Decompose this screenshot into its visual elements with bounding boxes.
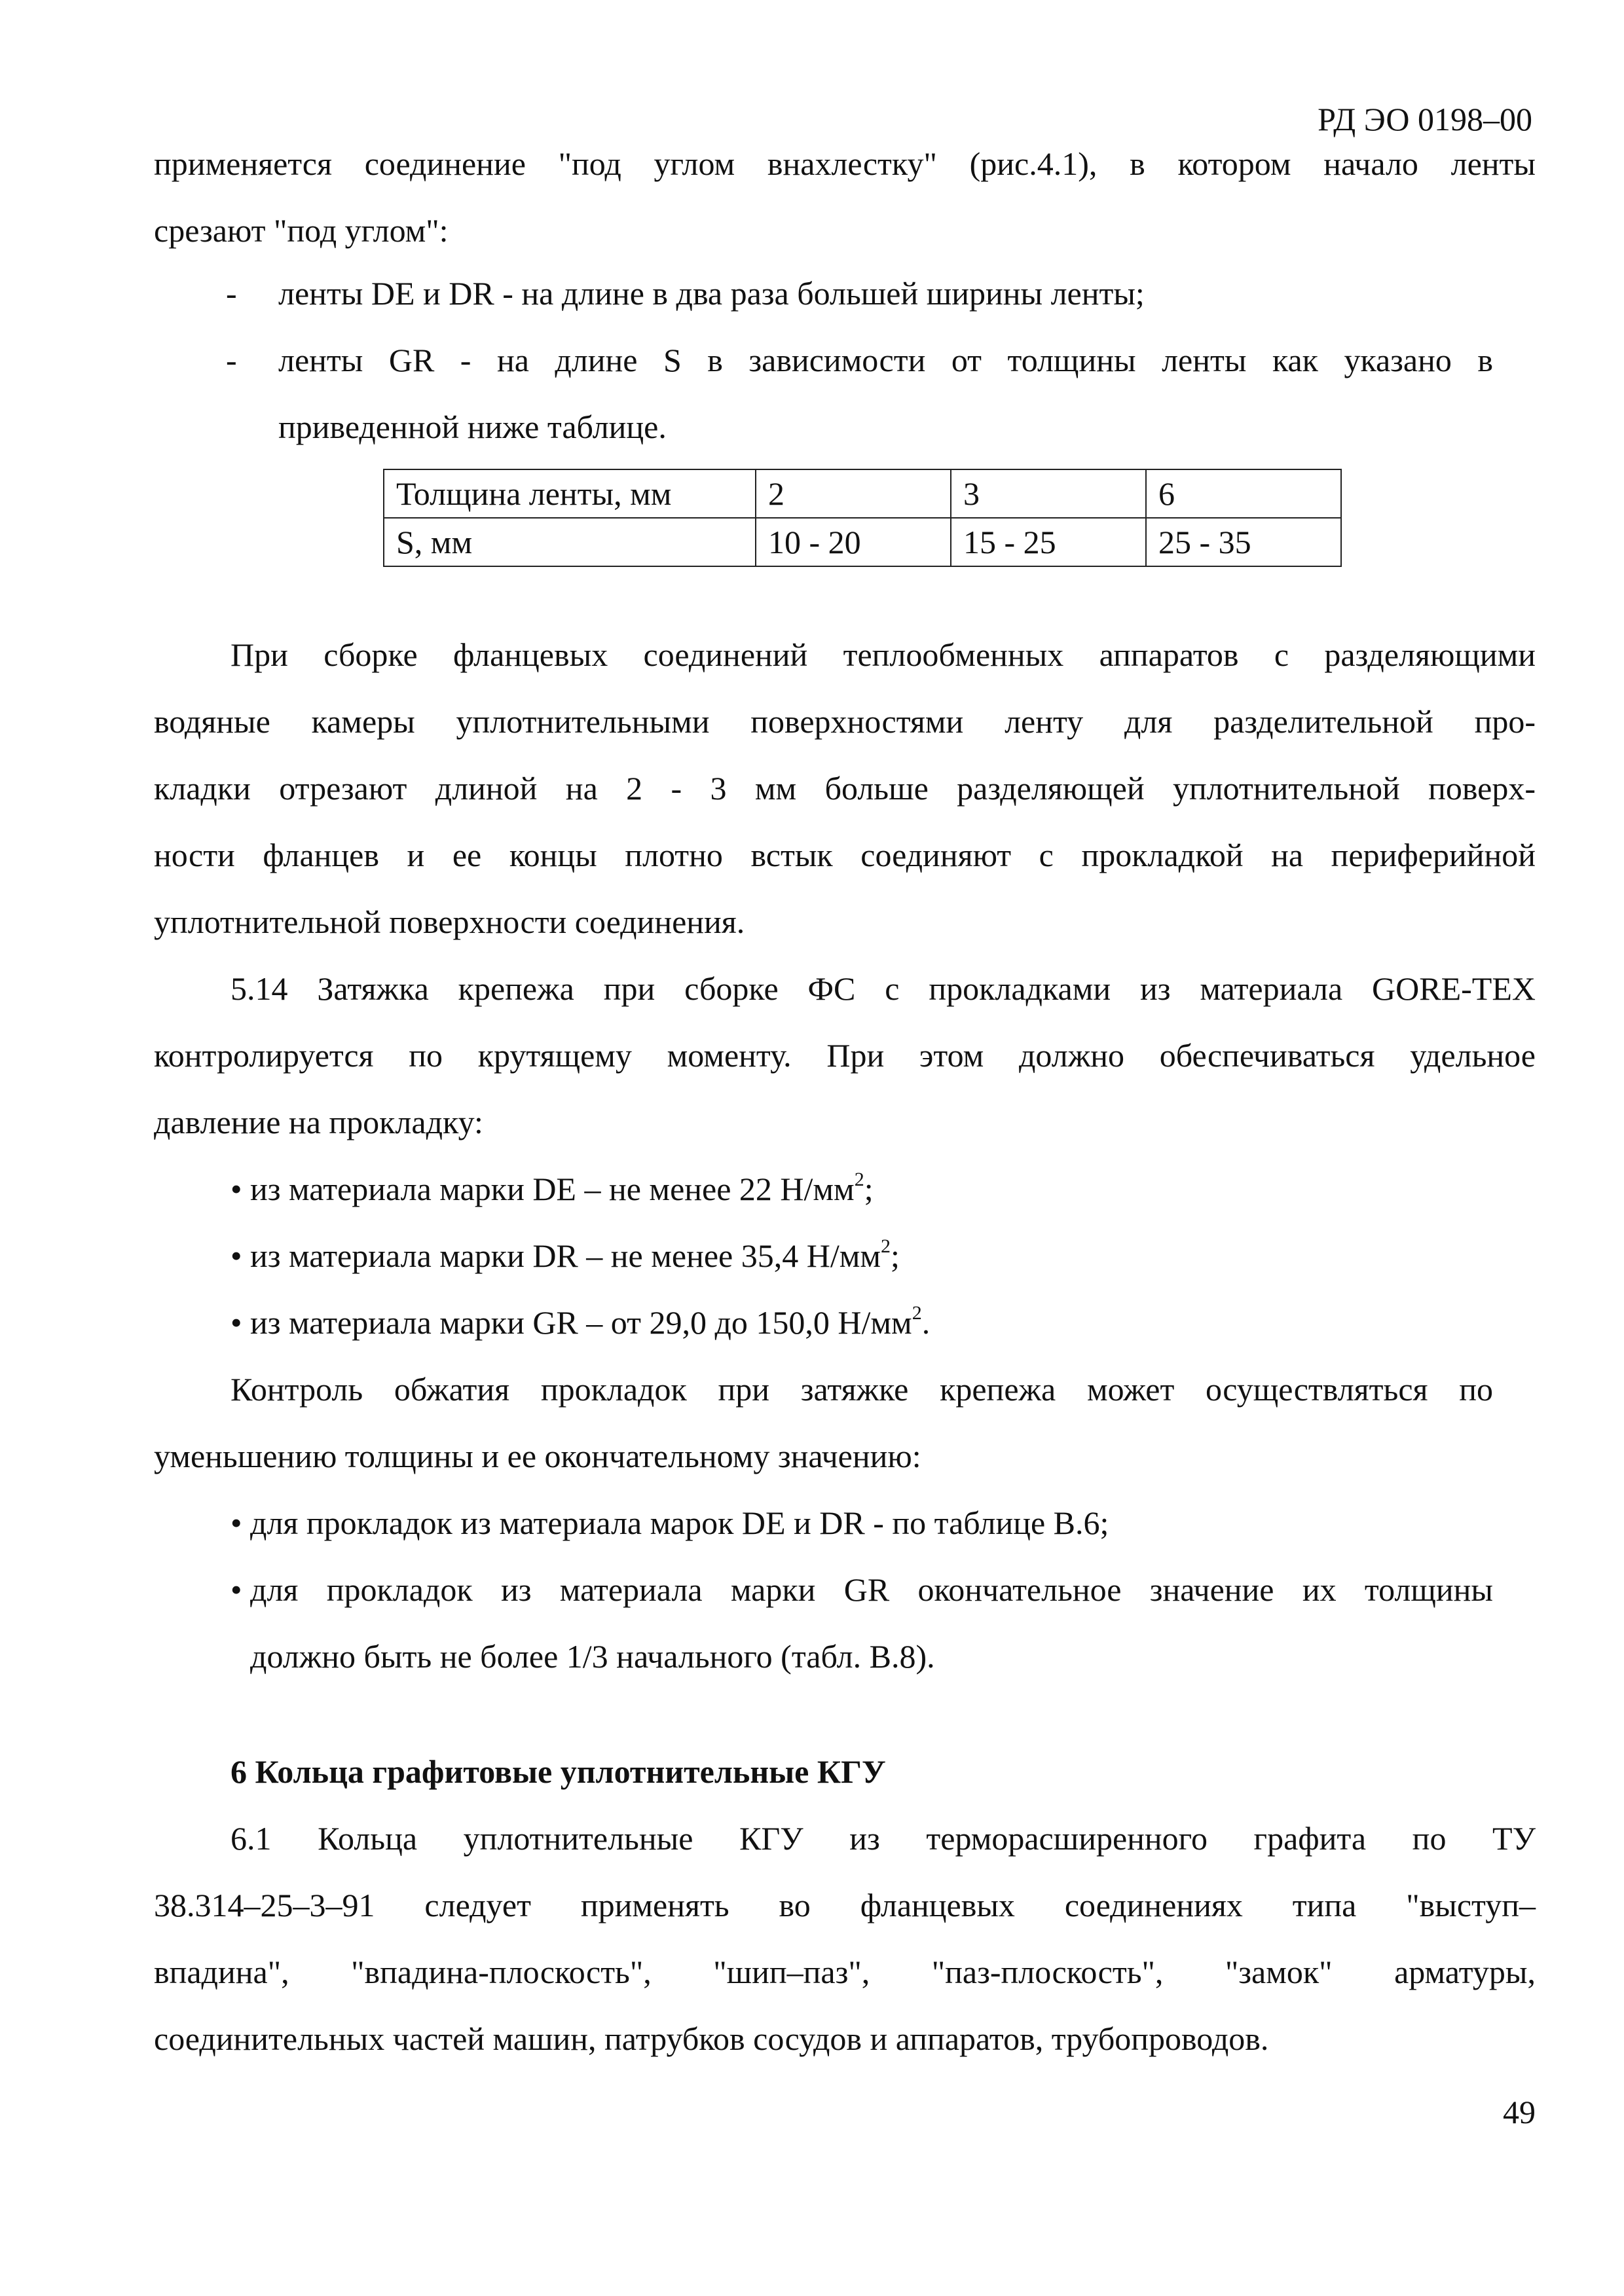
assembly-para-line-5: уплотнительной поверхности соединения. xyxy=(154,903,745,940)
section-6-para-line-2: 38.314–25–3–91 следует применять во фланцевых соединениях типа "выступ– xyxy=(154,1887,1536,1923)
bullet-tail: ; xyxy=(891,1237,900,1274)
bullet-text: из материала марки DR – не менее 35,4 Н/мм xyxy=(250,1237,881,1274)
intro-line-1: применяется соединение "под углом внахлестку" (рис.4.1), в котором начало ленты xyxy=(154,145,1536,182)
dash-marker: - xyxy=(226,342,237,378)
bullet-marker: • xyxy=(231,1171,242,1207)
assembly-para-line-1: При сборке фланцевых соединений теплообменных аппаратов с разделяющими xyxy=(231,636,1536,673)
table-cell: S, мм xyxy=(384,518,756,566)
table-cell: 10 - 20 xyxy=(756,518,951,566)
table-cell: 15 - 25 xyxy=(951,518,1146,566)
dash-marker: - xyxy=(226,275,237,312)
dash-item-text: ленты DE и DR - на длине в два раза большей ширины ленты; xyxy=(278,275,1145,312)
assembly-para-line-2: водяные камеры уплотнительными поверхностями ленту для разделительной про- xyxy=(154,703,1536,740)
bullet-marker: • xyxy=(231,1304,242,1341)
table-cell: 3 xyxy=(951,469,1146,518)
bullet-text: для прокладок из материала марки GR окончательное значение их толщины xyxy=(250,1571,1493,1608)
pressure-bullet-gr xyxy=(231,1303,930,1342)
superscript: 2 xyxy=(854,1169,864,1190)
section-6-para-line-1: 6.1 Кольца уплотнительные КГУ из терморасширенного графита по ТУ xyxy=(231,1820,1536,1857)
bullet-tail: . xyxy=(921,1304,931,1341)
clause-5-14-line-3: давление на прокладку: xyxy=(154,1104,483,1140)
clause-5-14-line-1: 5.14 Затяжка крепежа при сборке ФС с прокладками из материала GORE-TEX xyxy=(231,970,1536,1007)
bullet-text: из материала марки GR – от 29,0 до 150,0 Н/мм xyxy=(250,1304,912,1341)
assembly-para-line-4: ности фланцев и ее концы плотно встык соединяют с прокладкой на периферийной xyxy=(154,837,1536,873)
bullet-text: из материала марки DE – не менее 22 Н/мм xyxy=(250,1171,855,1207)
page-number: 49 xyxy=(1503,2094,1536,2130)
section-6-heading: 6 Кольца графитовые уплотнительные КГУ xyxy=(231,1753,886,1790)
pressure-bullet-de xyxy=(231,1169,874,1209)
thickness-table xyxy=(383,469,1342,567)
pressure-bullet-dr xyxy=(231,1236,900,1275)
control-bullet-2 xyxy=(231,1570,1493,1609)
bullet-marker: • xyxy=(231,1237,242,1274)
bullet-tail: ; xyxy=(864,1171,874,1207)
control-bullet-2-continued: должно быть не более 1/3 начального (табл. В.8). xyxy=(250,1638,935,1675)
control-para-line-1: Контроль обжатия прокладок при затяжке крепежа может осуществляться по xyxy=(231,1371,1493,1408)
table-cell: 25 - 35 xyxy=(1146,518,1341,566)
dash-item-2-continued: приведенной ниже таблице. xyxy=(278,409,667,445)
control-bullet-1 xyxy=(231,1503,1109,1542)
dash-item-2 xyxy=(226,340,1493,380)
table-cell: 6 xyxy=(1146,469,1341,518)
bullet-text: для прокладок из материала марок DE и DR - по таблице В.6; xyxy=(250,1504,1109,1541)
bullet-marker: • xyxy=(231,1571,242,1608)
control-para-line-2: уменьшению толщины и ее окончательному значению: xyxy=(154,1438,921,1474)
dash-item-text: ленты GR - на длине S в зависимости от толщины ленты как указано в xyxy=(278,342,1493,378)
assembly-para-line-3: кладки отрезают длиной на 2 - 3 мм больше разделяющей уплотнительной поверх- xyxy=(154,770,1536,807)
superscript: 2 xyxy=(912,1302,922,1324)
table-row xyxy=(384,518,1341,566)
dash-item-1 xyxy=(226,274,1145,313)
table-cell: 2 xyxy=(756,469,951,518)
clause-5-14-line-2: контролируется по крутящему моменту. При этом должно обеспечиваться удельное xyxy=(154,1037,1536,1074)
intro-line-2: срезают "под углом": xyxy=(154,212,449,249)
document-code-header: РД ЭО 0198–00 xyxy=(1318,101,1532,137)
bullet-marker: • xyxy=(231,1504,242,1541)
section-6-para-line-4: соединительных частей машин, патрубков сосудов и аппаратов, трубопроводов. xyxy=(154,2020,1269,2057)
section-6-para-line-3: впадина", "впадина-плоскость", "шип–паз", "паз-плоскость", "замок" арматуры, xyxy=(154,1954,1536,1990)
table-row xyxy=(384,469,1341,518)
superscript: 2 xyxy=(881,1235,891,1257)
table-cell: Толщина ленты, мм xyxy=(384,469,756,518)
